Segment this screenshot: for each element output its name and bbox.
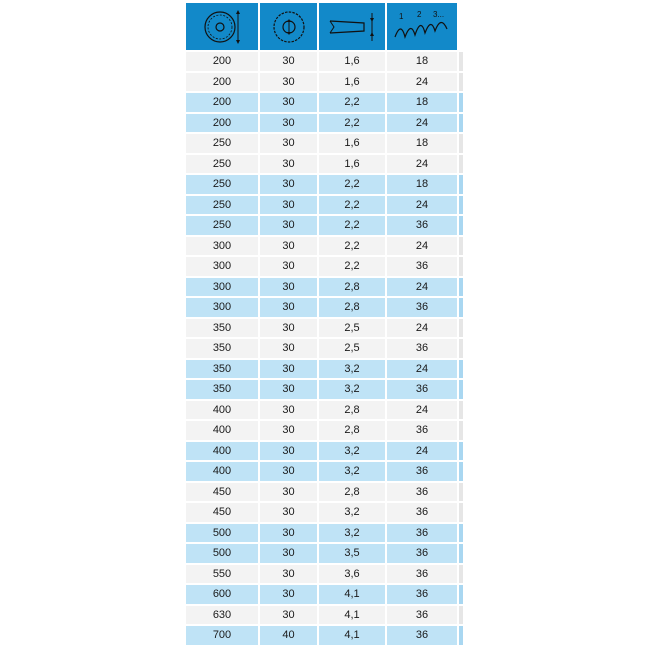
cell-teeth: 36	[387, 483, 457, 502]
table-row	[186, 483, 463, 502]
cell-bore: 30	[260, 524, 317, 543]
cell-thickness: 2,5	[319, 339, 385, 358]
cell-thickness: 2,8	[319, 483, 385, 502]
cell-bore: 30	[260, 339, 317, 358]
table-row	[186, 380, 463, 399]
cell-teeth: 24	[387, 237, 457, 256]
cell-teeth: 36	[387, 524, 457, 543]
table-row	[186, 155, 463, 174]
cell-diameter: 630	[186, 606, 258, 625]
col-header-thickness	[319, 3, 385, 50]
svg-text:2: 2	[417, 9, 422, 19]
blade-thickness-icon	[324, 7, 380, 47]
cell-edge	[459, 114, 463, 133]
cell-thickness: 3,2	[319, 503, 385, 522]
cell-thickness: 4,1	[319, 606, 385, 625]
cell-thickness: 3,5	[319, 544, 385, 563]
cell-teeth: 18	[387, 52, 457, 71]
cell-thickness: 3,2	[319, 380, 385, 399]
cell-teeth: 36	[387, 257, 457, 276]
col-header-bore	[260, 3, 317, 50]
cell-thickness: 4,1	[319, 626, 385, 645]
cell-diameter: 350	[186, 319, 258, 338]
cell-diameter: 200	[186, 73, 258, 92]
cell-diameter: 350	[186, 360, 258, 379]
table-row	[186, 298, 463, 317]
cell-thickness: 1,6	[319, 134, 385, 153]
cell-bore: 30	[260, 585, 317, 604]
cell-diameter: 250	[186, 155, 258, 174]
cell-edge	[459, 524, 463, 543]
cell-bore: 30	[260, 216, 317, 235]
cell-bore: 30	[260, 257, 317, 276]
table-row	[186, 93, 463, 112]
cell-teeth: 36	[387, 544, 457, 563]
cell-teeth: 36	[387, 216, 457, 235]
table-row	[186, 360, 463, 379]
table-row	[186, 319, 463, 338]
cell-teeth: 36	[387, 298, 457, 317]
cell-diameter: 500	[186, 524, 258, 543]
cell-bore: 30	[260, 73, 317, 92]
cell-thickness: 2,2	[319, 114, 385, 133]
cell-thickness: 2,8	[319, 298, 385, 317]
col-header-teeth	[387, 3, 457, 50]
cell-thickness: 2,2	[319, 257, 385, 276]
cell-bore: 30	[260, 401, 317, 420]
cell-edge	[459, 606, 463, 625]
cell-teeth: 36	[387, 421, 457, 440]
cell-thickness: 2,8	[319, 421, 385, 440]
cell-teeth: 18	[387, 93, 457, 112]
cell-teeth: 36	[387, 503, 457, 522]
cell-thickness: 4,1	[319, 585, 385, 604]
cell-diameter: 300	[186, 237, 258, 256]
cell-thickness: 2,8	[319, 401, 385, 420]
cell-teeth: 24	[387, 319, 457, 338]
cell-teeth: 24	[387, 114, 457, 133]
saw-blade-diameter-icon	[200, 7, 244, 47]
cell-diameter: 700	[186, 626, 258, 645]
cell-thickness: 2,2	[319, 216, 385, 235]
cell-bore: 30	[260, 175, 317, 194]
cell-diameter: 350	[186, 339, 258, 358]
cell-edge	[459, 134, 463, 153]
cell-teeth: 24	[387, 278, 457, 297]
cell-bore: 30	[260, 278, 317, 297]
cell-edge	[459, 544, 463, 563]
cell-diameter: 350	[186, 380, 258, 399]
cell-teeth: 36	[387, 606, 457, 625]
cell-diameter: 450	[186, 483, 258, 502]
cell-thickness: 3,2	[319, 442, 385, 461]
table-row	[186, 503, 463, 522]
cell-diameter: 250	[186, 196, 258, 215]
cell-teeth: 24	[387, 442, 457, 461]
cell-bore: 30	[260, 565, 317, 584]
cell-edge	[459, 175, 463, 194]
cell-teeth: 36	[387, 462, 457, 481]
teeth-count-icon	[391, 7, 453, 47]
cell-thickness: 2,2	[319, 93, 385, 112]
cell-diameter: 300	[186, 257, 258, 276]
cell-teeth: 36	[387, 626, 457, 645]
cell-teeth: 36	[387, 585, 457, 604]
cell-diameter: 250	[186, 216, 258, 235]
cell-bore: 30	[260, 606, 317, 625]
table-row	[186, 626, 463, 645]
cell-thickness: 1,6	[319, 52, 385, 71]
cell-diameter: 400	[186, 442, 258, 461]
table-row	[186, 565, 463, 584]
cell-teeth: 24	[387, 155, 457, 174]
table-row	[186, 606, 463, 625]
table-row	[186, 134, 463, 153]
table-row	[186, 73, 463, 92]
cell-bore: 30	[260, 544, 317, 563]
table-row	[186, 278, 463, 297]
cell-teeth: 36	[387, 339, 457, 358]
cell-edge	[459, 73, 463, 92]
cell-teeth: 18	[387, 175, 457, 194]
cell-teeth: 24	[387, 196, 457, 215]
table-body	[186, 52, 463, 645]
cell-thickness: 2,2	[319, 196, 385, 215]
cell-diameter: 300	[186, 278, 258, 297]
cell-edge	[459, 93, 463, 112]
cell-bore: 30	[260, 380, 317, 399]
cell-edge	[459, 319, 463, 338]
cell-teeth: 36	[387, 565, 457, 584]
cell-bore: 30	[260, 298, 317, 317]
cell-edge	[459, 216, 463, 235]
table-row	[186, 544, 463, 563]
cell-edge	[459, 278, 463, 297]
cell-edge	[459, 52, 463, 71]
cell-diameter: 250	[186, 134, 258, 153]
cell-teeth: 36	[387, 380, 457, 399]
cell-edge	[459, 237, 463, 256]
cell-bore: 30	[260, 360, 317, 379]
cell-thickness: 3,2	[319, 462, 385, 481]
cell-bore: 30	[260, 421, 317, 440]
cell-edge	[459, 339, 463, 358]
cell-diameter: 400	[186, 421, 258, 440]
cell-diameter: 600	[186, 585, 258, 604]
table-row	[186, 216, 463, 235]
table-row	[186, 52, 463, 71]
cell-edge	[459, 196, 463, 215]
cell-bore: 30	[260, 196, 317, 215]
cell-bore: 30	[260, 114, 317, 133]
svg-text:1: 1	[399, 11, 404, 21]
cell-thickness: 1,6	[319, 155, 385, 174]
table-row	[186, 401, 463, 420]
cell-diameter: 400	[186, 462, 258, 481]
table-row	[186, 237, 463, 256]
table-row	[186, 339, 463, 358]
cell-bore: 30	[260, 52, 317, 71]
cell-thickness: 1,6	[319, 73, 385, 92]
cell-thickness: 3,6	[319, 565, 385, 584]
cell-bore: 30	[260, 237, 317, 256]
cell-edge	[459, 421, 463, 440]
cell-teeth: 24	[387, 73, 457, 92]
cell-thickness: 3,2	[319, 360, 385, 379]
cell-edge	[459, 503, 463, 522]
table-row	[186, 114, 463, 133]
col-header-diameter	[186, 3, 258, 50]
cell-bore: 30	[260, 155, 317, 174]
table-row	[186, 585, 463, 604]
saw-blade-spec-table	[186, 3, 463, 647]
svg-text:3...: 3...	[433, 9, 445, 19]
table-header	[186, 3, 463, 50]
cell-teeth: 18	[387, 134, 457, 153]
cell-edge	[459, 298, 463, 317]
cell-diameter: 400	[186, 401, 258, 420]
table-row	[186, 421, 463, 440]
cell-edge	[459, 585, 463, 604]
cell-bore: 40	[260, 626, 317, 645]
cell-edge	[459, 626, 463, 645]
cell-bore: 30	[260, 134, 317, 153]
cell-diameter: 550	[186, 565, 258, 584]
cell-edge	[459, 442, 463, 461]
cell-diameter: 250	[186, 175, 258, 194]
cell-bore: 30	[260, 93, 317, 112]
cell-edge	[459, 565, 463, 584]
cell-thickness: 2,2	[319, 237, 385, 256]
cell-thickness: 2,2	[319, 175, 385, 194]
cell-edge	[459, 380, 463, 399]
cell-diameter: 450	[186, 503, 258, 522]
cell-bore: 30	[260, 442, 317, 461]
cell-diameter: 200	[186, 52, 258, 71]
cell-thickness: 2,8	[319, 278, 385, 297]
table-row	[186, 196, 463, 215]
cell-edge	[459, 257, 463, 276]
cell-diameter: 300	[186, 298, 258, 317]
table-row	[186, 442, 463, 461]
cell-edge	[459, 401, 463, 420]
cell-diameter: 200	[186, 93, 258, 112]
table-row	[186, 175, 463, 194]
cell-thickness: 2,5	[319, 319, 385, 338]
cell-bore: 30	[260, 483, 317, 502]
cell-thickness: 3,2	[319, 524, 385, 543]
cell-bore: 30	[260, 503, 317, 522]
table-row	[186, 257, 463, 276]
cell-bore: 30	[260, 319, 317, 338]
table-row	[186, 524, 463, 543]
bore-diameter-icon	[269, 7, 309, 47]
cell-edge	[459, 483, 463, 502]
table-row	[186, 462, 463, 481]
cell-teeth: 24	[387, 401, 457, 420]
cell-edge	[459, 360, 463, 379]
cell-diameter: 200	[186, 114, 258, 133]
cell-teeth: 24	[387, 360, 457, 379]
cell-bore: 30	[260, 462, 317, 481]
cell-diameter: 500	[186, 544, 258, 563]
cell-edge	[459, 462, 463, 481]
cell-edge	[459, 155, 463, 174]
